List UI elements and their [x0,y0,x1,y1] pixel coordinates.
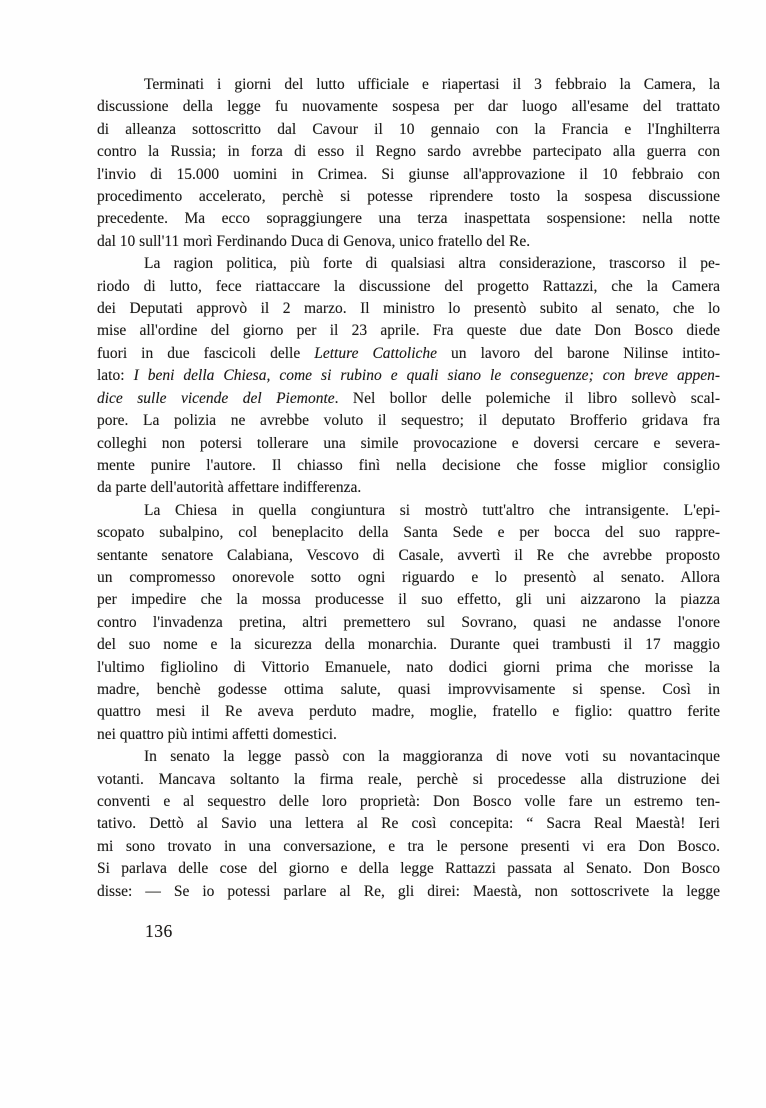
text-segment: pore. La polizia ne avrebbe voluto il sequestro; il deputato Brofferio gridava fra [97,412,720,430]
text-segment: scopato subalpino, col beneplacito della Santa Sede e per bocca del suo rappre- [97,524,720,542]
text-line [97,455,720,477]
text-line [97,320,720,342]
text-segment: tativo. Dettò al Savio una lettera al Re così concepita: “ Sacra Real Maestà! Ieri [97,815,720,833]
text-segment: Terminati i giorni del lutto ufficiale e riapertasi il 3 febbraio la Camera, la [144,76,720,93]
text-line [97,836,720,858]
text-segment: disse: — Se io potessi parlare al Re, gli direi: Maestà, non sottoscrivete la legge [97,882,720,900]
text-line [97,701,720,723]
text-line [97,388,720,410]
text-segment: per impedire che la mossa producesse il suo effetto, gli uni aizzarono la piazza [97,591,720,609]
text-segment: madre, benchè godesse ottima salute, quasi improvvisamente si spense. Così in [97,680,720,698]
text-segment: nei quattro più intimi affetti domestici. [97,725,337,743]
text-line [97,433,720,455]
text-line [97,634,720,656]
italic-text-segment: dice sulle vicende del Piemonte [97,389,335,407]
text-segment: votanti. Mancava soltanto la firma reale, perchè si procedesse alla distruzione dei [97,770,720,788]
text-segment: conventi e al sequestro delle loro proprietà: Don Bosco volle fare un estremo ten- [97,793,720,810]
text-segment: mente punire l'autore. Il chiasso finì nella decisione che fosse miglior consiglio [97,456,720,474]
text-segment: dal 10 sull'11 morì Ferdinando Duca di Genova, unico fratello del Re. [97,232,531,250]
page-text [97,74,720,903]
text-line [97,477,720,499]
text-line [97,567,720,589]
text-segment: l'invio di 15.000 uomini in Crimea. Si giunse all'approvazione il 10 febbraio con [97,165,720,183]
text-segment: mise all'ordine del giorno per il 23 aprile. Fra queste due date Don Bosco diede [97,322,720,340]
text-segment: Si parlava delle cose del giorno e della legge Rattazzi passata al Senato. Don Bosco [97,860,720,878]
text-segment: colleghi non potersi tollerare una simile provocazione e doversi cercare e severa- [97,434,720,452]
text-line [97,589,720,611]
text-segment: discussione della legge fu nuovamente sospesa per dar luogo all'esame del trattato [97,98,720,116]
text-segment: quattro mesi il Re aveva perduto madre, moglie, fratello e figlio: quattro ferite [97,703,720,721]
text-line [97,208,720,230]
text-segment: La Chiesa in quella congiuntura si mostrò tutt'altro che intransigente. L'epi- [144,501,720,519]
text-line [97,679,720,701]
text-line [97,186,720,208]
text-segment: dei Deputati approvò il 2 marzo. Il ministro lo presentò subito al senato, che lo [97,300,720,318]
text-line [97,96,720,118]
text-line [97,410,720,432]
text-line [97,298,720,320]
text-segment: procedimento accelerato, perchè si potesse riprendere tosto la sospesa discussione [97,188,720,206]
text-segment: del suo nome e la sicurezza della monarchia. Durante quei trambusti il 17 maggio [97,636,720,654]
text-segment: fuori in due fascicoli delle [97,344,315,362]
text-segment: precedente. Ma ecco sopraggiungere una terza inaspettata sospensione: nella notte [97,210,720,228]
text-segment: un lavoro del barone Nilinse intito- [437,344,720,362]
text-line [97,724,720,746]
text-segment: sentante senatore Calabiana, Vescovo di Casale, avvertì il Re che avrebbe proposto [97,546,720,564]
text-line [97,343,720,365]
text-line [97,657,720,679]
text-segment: un compromesso onorevole sotto ogni riguardo e lo presentò al senato. Allora [97,568,720,586]
text-segment: l'ultimo figliolino di Vittorio Emanuele, nato dodici giorni prima che morisse la [97,658,720,676]
text-segment: mi sono trovato in una conversazione, e tra le persone presenti vi era Don Bosco. [97,837,720,855]
text-line [97,141,720,163]
text-line [97,746,720,768]
text-line [97,858,720,880]
text-line [97,164,720,186]
text-line [97,881,720,903]
text-line [97,74,720,96]
text-line [97,612,720,634]
text-line [97,119,720,141]
text-line [97,500,720,522]
text-line [97,253,720,275]
italic-text-segment: Letture Cattoliche [314,344,438,362]
text-line [97,365,720,387]
text-segment: lato: [97,367,134,385]
page-number: 136 [145,921,173,941]
text-segment: riodo di lutto, fece riattaccare la discussione del progetto Rattazzi, che la Camera [97,277,720,295]
text-line [97,813,720,835]
text-line [97,791,720,813]
text-line [97,276,720,298]
text-line [97,522,720,544]
text-segment: da parte dell'autorità affettare indifferenza. [97,479,362,497]
text-segment: contro la Russia; in forza di esso il Regno sardo avrebbe partecipato alla guerra con [97,143,720,161]
italic-text-segment: I beni della Chiesa, come si rubino e quali siano le conseguenze; con breve appen- [133,367,720,385]
text-segment: In senato la legge passò con la maggioranza di nove voti su novantacinque [144,748,720,766]
text-segment: di alleanza sottoscritto dal Cavour il 10 gennaio con la Francia e l'Inghilterra [97,120,720,138]
text-line [97,545,720,567]
text-line [97,769,720,791]
text-segment: La ragion politica, più forte di qualsiasi altra considerazione, trascorso il pe- [144,255,720,273]
text-segment: contro l'invadenza pretina, altri premettero sul Sovrano, quasi ne andasse l'onore [97,613,720,631]
text-segment: . Nel bollor delle polemiche il libro sollevò scal- [334,389,720,407]
text-line [97,231,720,253]
